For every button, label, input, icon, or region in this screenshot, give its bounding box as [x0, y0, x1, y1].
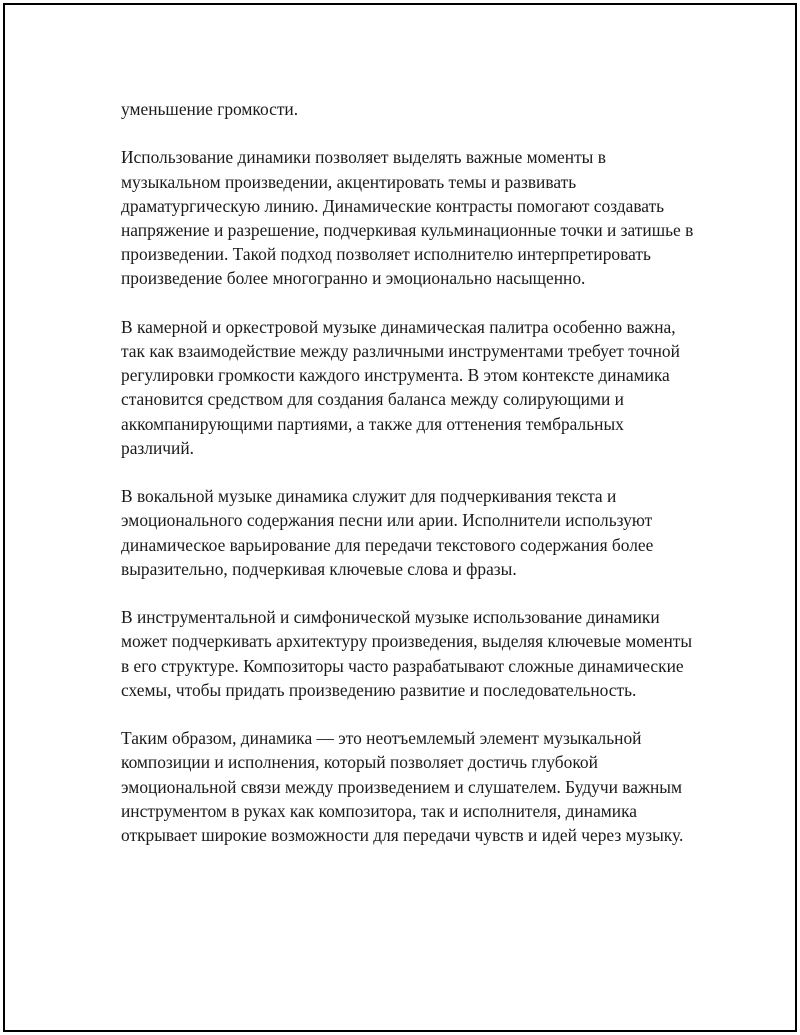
paragraph-chamber-orchestral: В камерной и оркестровой музыке динамическая палитра особенно важна, так как взаимодействие между различными инструментами требует точной регулировки громкости каждого инструмента. В этом контексте динамика становится средством для создания баланса между солирующими и аккомпанирующими партиями, а также для оттенения тембральных различий.	[121, 316, 680, 458]
paragraph-dynamics-usage: Использование динамики позволяет выделять важные моменты в музыкальном произведении, акцентировать темы и развивать драматургическую линию. Динамические контрасты помогают создавать напряжение и разрешение, подчеркивая кульминационные точки и затишье в произведении. Такой подход позволяет исполнителю интерпретировать произведение более многогранно и эмоционально насыщенно.	[121, 147, 694, 289]
paragraph-continuation: уменьшение громкости.	[121, 99, 299, 119]
paragraph-vocal-music: В вокальной музыке динамика служит для подчеркивания текста и эмоционального содержания песни или арии. Исполнители используют динамическое варьирование для передачи текстового содержания более выразительно, подчеркивая ключевые слова и фразы.	[121, 486, 654, 579]
page-border	[3, 3, 797, 1032]
paragraph-conclusion: Таким образом, динамика — это неотъемлемый элемент музыкальной композиции и исполнения, который позволяет достичь глубокой эмоциональной связи между произведением и слушателем. Будучи важным инструментом в руках как композитора, так и исполнителя, динамика открывает широкие возможности для передачи чувств и идей через музыку.	[121, 728, 684, 846]
document-body	[121, 97, 701, 847]
paragraph-instrumental-symphonic: В инструментальной и симфонической музыке использование динамики может подчеркивать архитектуру произведения, выделяя ключевые моменты в его структуре. Композиторы часто разрабатывают сложные динамические схемы, чтобы придать произведению развитие и последовательность.	[121, 607, 693, 700]
